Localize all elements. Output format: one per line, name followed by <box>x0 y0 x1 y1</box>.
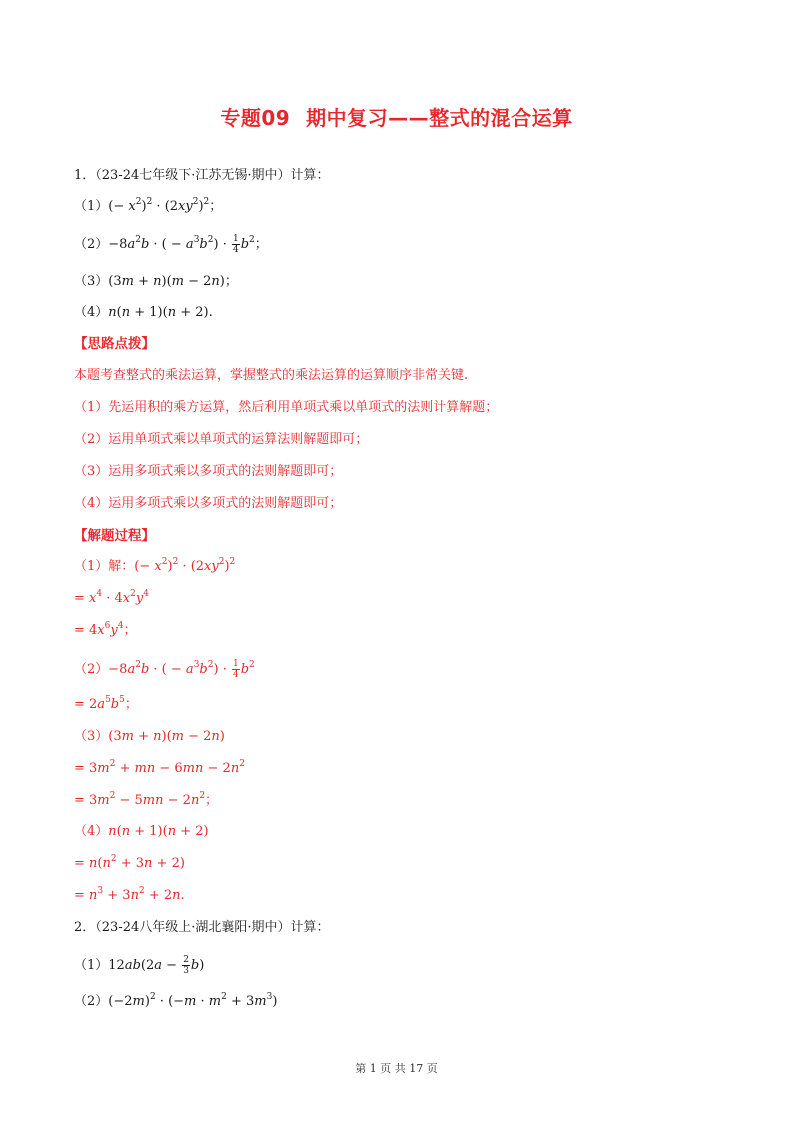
hint-line-1: 本题考查整式的乘法运算，掌握整式的乘法运算的运算顺序非常关键. <box>74 368 469 383</box>
question-1-item-3: （3）(3m + n)(m − 2n)； <box>74 274 238 289</box>
solution-line-4: $(2)-8a^2b$ · ( − $a^3b^2$) · $\frac{1}{4}$ $b^2$ <box>74 659 255 680</box>
hint-line-5: （4）运用多项式乘以多项式的法则解题即可； <box>74 496 343 511</box>
question-1-item-1: $(1)(- x^2)^2 \cdot (2xy^2)^2$； <box>74 197 223 214</box>
solution-line-6: （3）(3m + n)(m − 2n) <box>74 729 225 744</box>
title-topic-number: 专题09 <box>220 106 291 130</box>
question-1-item-2: $(2)-8a^2b$ · ( − $a^3b^2$) · $\frac{1}{4}$ $b^2$； <box>74 234 268 255</box>
solution-line-2: = $x^4 \cdot 4x^2y^4$ <box>74 589 149 606</box>
question-1-header: 1．（23-24七年级下·江苏无锡·期中）计算： <box>74 168 330 183</box>
solution-line-3: = $4x^6y^4$； <box>74 621 137 638</box>
hint-heading: 【思路点拨】 <box>74 336 155 352</box>
solution-line-11: = $n^3 + 3n^2 + 2n$. <box>74 886 185 903</box>
page-title <box>0 102 793 131</box>
hint-line-4: （3）运用多项式乘以多项式的法则解题即可； <box>74 464 343 479</box>
solution-line-1: （1）解：(− $x^2)^2 \cdot (2xy^2)^2$ <box>74 557 236 574</box>
solution-line-5: = $2a^5b^5$； <box>74 695 138 712</box>
question-2-item-2: $(2)(-2m)^2 \cdot (-m \cdot m^2 + 3m^3)$ <box>74 992 278 1009</box>
hint-line-3: （2）运用单项式乘以单项式的运算法则解题即可； <box>74 432 369 447</box>
solution-heading: 【解题过程】 <box>74 528 155 544</box>
hint-line-2: （1）先运用积的乘方运算，然后利用单项式乘以单项式的法则计算解题； <box>74 400 499 415</box>
solution-line-8: = $3m^2 - 5mn - 2n^2$； <box>74 791 219 808</box>
question-2-header: 2．（23-24八年级上·湖北襄阳·期中）计算： <box>74 920 330 935</box>
solution-line-9: （4）n(n + 1)(n + 2) <box>74 824 209 839</box>
question-2-item-1: （1）12ab(2a − $\frac{2}{3}$ b) <box>74 955 205 976</box>
solution-line-10: = $n(n^2 + 3n + 2)$ <box>74 854 185 871</box>
title-topic-name: 期中复习——整式的混合运算 <box>306 106 573 130</box>
solution-line-7: = $3m^2$ + mn − $6mn - 2n^2$ <box>74 759 245 776</box>
question-1-item-4: （4）n(n + 1)(n + 2). <box>74 305 213 320</box>
page-footer: 第 1 页 共 17 页 <box>355 1062 438 1075</box>
